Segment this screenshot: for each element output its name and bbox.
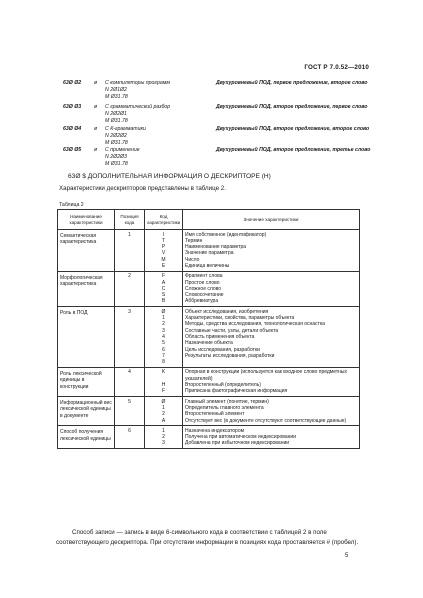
record-subfields [105,147,140,168]
descriptor-table [57,209,360,449]
record-code: 63Ø Ø2 [63,80,82,86]
record-subfield: N 2Ø2Ø3 [105,154,127,160]
record-subfield: С грамматический разбор [105,104,171,110]
table-cell-values: Имя собственное (идентификатор) Термин Наименование параметра Значение параметра Число Единица величины [183,230,360,272]
record-entry [63,80,393,102]
table-cell-values: Объект исследования, изобретения Характеристики, свойства, параметры объекта Методы, средства исследования, технологическая оснастка Составные части, узлы, детали объекта Область применения объекта Назначение объекта Цель исследования, разработки Результаты исследования, разработки [183,307,360,368]
column-header: Наименование характеристики [58,210,115,230]
table-cell-codes: I T P V M E [145,230,183,272]
intro-text: Характеристики дескрипторов представлены в таблице 2. [59,185,226,192]
record-subfields [105,80,170,101]
record-subfield: M Ø31.78 [105,118,128,124]
table-cell-values: Опорная в конструкции (используется как входное слово предметных указателей) Второстепенный (определитель) Приписана фактографическая информация [183,367,360,396]
table-cell-name: Морфологическая характеристика [58,271,115,306]
record-subfields [105,104,170,125]
table-cell-codes: 1 2 3 [145,426,183,449]
table-cell-pos: 5 [115,397,145,426]
page-header: ГОСТ Р 7.0.52—2010 [304,64,369,71]
table-row [58,367,360,396]
table-cell-pos: 4 [115,367,145,396]
record-code: 63Ø Ø3 [63,104,82,110]
table-cell-codes: F A C S B [145,271,183,306]
record-subfield: M Ø31.78 [105,94,128,100]
record-entry [63,104,393,126]
record-subfield: M Ø31.78 [105,161,128,167]
table-row [58,230,360,272]
table-header-row [58,210,360,230]
record-code: 63Ø Ø4 [63,126,82,132]
table-cell-pos: 1 [115,230,145,272]
table-row [58,426,360,449]
table-cell-pos: 3 [115,307,145,368]
table-row [58,397,360,426]
record-indicator: ø [94,104,98,110]
record-description: Двухуровневый ПОД, второе предложение, первое слово [216,104,368,110]
column-header: Позиция кода [115,210,145,230]
page-number: 5 [345,553,349,559]
table-cell-name: Роль в ПОД [58,307,115,368]
record-subfields [105,126,146,147]
table-cell-name: Способ получения лексической единицы [58,426,115,449]
record-subfield: С применение [105,147,140,153]
record-subfield: С компиляторы программ [105,80,170,86]
record-subfield: С К-грамматики [105,126,146,132]
section-title: 63Ø $ ДОПОЛНИТЕЛЬНАЯ ИНФОРМАЦИЯ О ДЕСКРИПТОРЕ (H) [68,173,271,180]
record-indicator: ø [94,147,98,153]
table-row [58,307,360,368]
record-subfield: N 2Ø1Ø2 [105,87,127,93]
table-cell-codes: Ø 1 2 3 4 5 6 7 8 [145,307,183,368]
table-cell-values: Назначена индексатором Получена при автоматическом индексировании Добавлена при избыточном индексировании [183,426,360,449]
table-cell-pos: 2 [115,271,145,306]
record-indicator: ø [94,126,98,132]
record-indicator: ø [94,80,98,86]
table-caption: Таблица 2 [59,202,84,208]
table-cell-codes: Ø 1 2 A [145,397,183,426]
table-cell-values: Фрагмент слова Простое слово Сложное слово Словосочетание Аббревиатура [183,271,360,306]
record-subfield: N 2Ø2Ø2 [105,133,127,139]
table-cell-values: Главный элемент (понятие, термин) Определитель главного элемента Второстепенный элемент Отсутствует вес (в документе отсутствуют соответствующие данные) [183,397,360,426]
record-subfield: N 2Ø2Ø1 [105,111,127,117]
table-cell-pos: 6 [115,426,145,449]
record-code: 63Ø Ø5 [63,147,82,153]
record-entry [63,126,393,148]
record-description: Двухуровневый ПОД, второе предложение, третье слово [216,147,371,153]
table-cell-name: Информационный вес лексической единицы в документе [58,397,115,426]
column-header: Значение характеристики [183,210,360,230]
table-row [58,271,360,306]
column-header: Код характеристики [145,210,183,230]
table-cell-name: Роль лексической единицы в конструкции [58,367,115,396]
table-cell-codes: K H F [145,367,183,396]
record-entry [63,147,393,169]
record-subfield: M Ø31.78 [105,140,128,146]
footer-paragraph: Способ записи — запись в виде 6-символьного кода в соответствии с таблицей 2 в поле соответствующего дескриптора. При отсутствии информации в позициях кода проставляется # (пробел). [56,529,359,546]
record-description: Двухуровневый ПОД, первое предложение, второе слово [216,80,368,86]
table-cell-name: Семантическая характеристика [58,230,115,272]
record-description: Двухуровневый ПОД, второе предложение, второе слово [216,126,370,132]
